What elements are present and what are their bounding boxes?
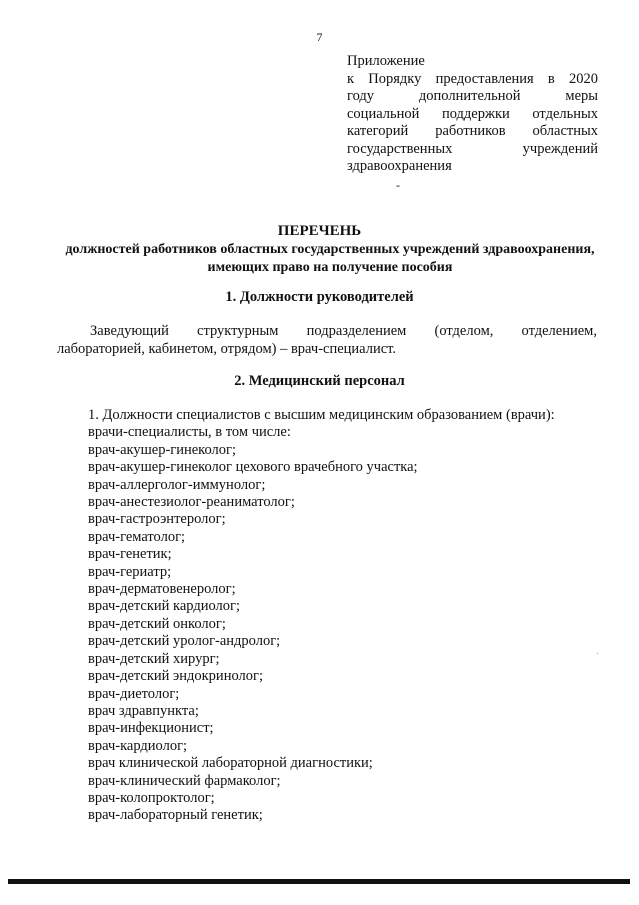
appendix-line-5	[347, 123, 598, 141]
appendix-word: меры	[565, 88, 598, 104]
paragraph-word: Заведующий	[90, 323, 169, 339]
appendix-word: учреждений	[522, 140, 598, 157]
appendix-word: в	[547, 70, 555, 87]
section-1-heading: 1. Должности руководителей	[225, 289, 414, 305]
appendix-word: поддержки	[441, 105, 510, 122]
appendix-line-3	[347, 88, 598, 106]
scan-bottom-border	[8, 879, 630, 884]
list-item: врач-гастроэнтеролог;	[88, 511, 226, 528]
paragraph-line-1	[57, 322, 597, 340]
list-item: врач-диетолог;	[88, 685, 180, 702]
paragraph-word: отделением,	[521, 323, 597, 339]
appendix-word: государственных	[347, 140, 453, 157]
list-item: врач-генетик;	[88, 546, 172, 563]
appendix-word: областных	[532, 123, 598, 139]
appendix-word: социальной	[347, 105, 420, 122]
list-item: врач-детский онколог;	[88, 615, 226, 632]
list-item: 1. Должности специалистов с высшим медицинским образованием (врачи):	[88, 407, 555, 423]
list-item: врачи-специалисты, в том числе:	[88, 424, 291, 441]
list-item: врач-инфекционист;	[88, 720, 214, 737]
appendix-word: к	[347, 70, 355, 87]
paragraph-line-2: лабораторией, кабинетом, отрядом) – врач-специалист.	[57, 341, 397, 357]
list-item: врач-колопроктолог;	[88, 789, 215, 806]
list-item: врач-акушер-гинеколог цехового врачебного участка;	[88, 459, 418, 476]
appendix-word: дополнительной	[418, 88, 521, 104]
list-item: врач-детский эндокринолог;	[88, 668, 263, 685]
list-item: врач клинической лабораторной диагностики;	[88, 755, 373, 772]
dash-mark: -	[396, 178, 400, 192]
list-item: врач-детский хирург;	[88, 650, 220, 667]
list-item: врач-лабораторный генетик;	[88, 807, 263, 824]
list-item: врач-гематолог;	[88, 528, 186, 545]
paragraph-word: (отделом,	[434, 323, 494, 339]
appendix-line-6	[347, 141, 598, 159]
list-item: врач-детский кардиолог;	[88, 598, 241, 615]
list-item: врач-клинический фармаколог;	[88, 772, 281, 789]
appendix-word: 2020	[568, 70, 598, 87]
appendix-title: Приложение	[347, 53, 425, 69]
list-item: врач-кардиолог;	[88, 737, 188, 754]
paragraph-word: подразделением	[306, 323, 407, 339]
appendix-word: Порядку	[368, 70, 422, 87]
page-number: 7	[316, 30, 323, 44]
list-item: врач-акушер-гинеколог;	[88, 441, 237, 458]
document-subtitle: должностей работников областных государственных учреждений здравоохранения, имеющих право на получение пособия	[65, 242, 595, 275]
section-2-heading: 2. Медицинский персонал	[234, 373, 405, 389]
appendix-word: году	[347, 88, 375, 104]
appendix-word: категорий	[347, 123, 409, 139]
list-item: врач-дерматовенеролог;	[88, 581, 236, 598]
appendix-word: предоставления	[435, 70, 534, 87]
document-title: ПЕРЕЧЕНЬ	[277, 223, 362, 239]
section-1-paragraph	[57, 322, 597, 358]
list-item: врач-аллерголог-иммунолог;	[88, 476, 266, 493]
positions-list	[88, 407, 555, 825]
appendix-line-7: здравоохранения	[347, 158, 452, 174]
list-item: врач здравпункта;	[88, 702, 199, 719]
appendix-word: отдельных	[532, 105, 598, 122]
paragraph-word: структурным	[197, 323, 279, 339]
appendix-word: работников	[435, 123, 506, 139]
list-item: врач-анестезиолог-реаниматолог;	[88, 494, 295, 511]
appendix-line-4	[347, 106, 598, 124]
appendix-line-2	[347, 71, 598, 89]
list-item: врач-гериатр;	[88, 563, 172, 580]
scan-speck	[597, 653, 598, 654]
appendix-block	[347, 53, 598, 176]
list-item: врач-детский уролог-андролог;	[88, 633, 281, 650]
